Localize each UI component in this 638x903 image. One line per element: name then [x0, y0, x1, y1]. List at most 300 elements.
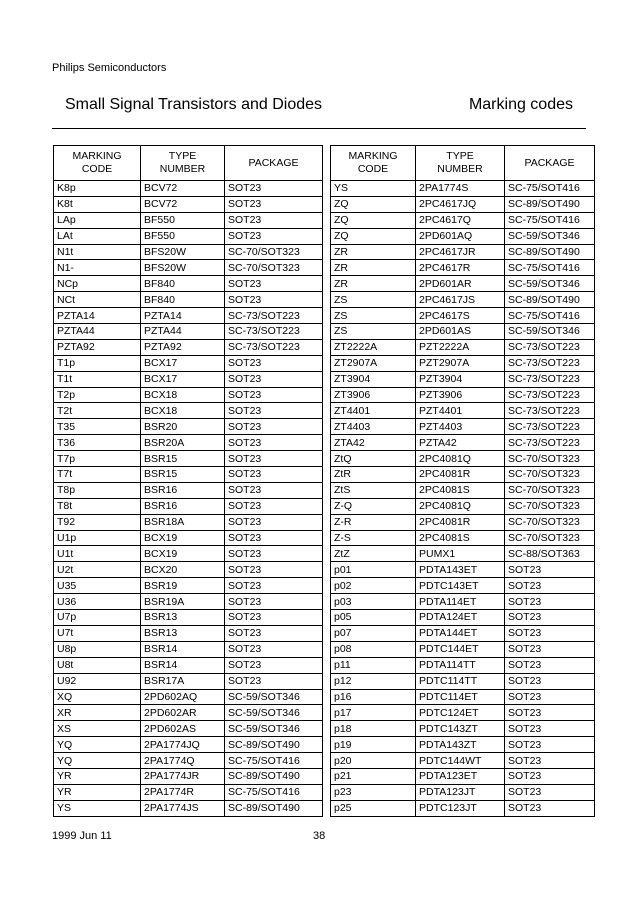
- type-number-cell: BCX19: [141, 530, 225, 546]
- table-row: [331, 419, 595, 435]
- table-row: [54, 800, 323, 816]
- marking-code-cell: PZTA14: [54, 308, 141, 324]
- package-cell: SOT23: [505, 610, 595, 626]
- package-cell: SC-73/SOT223: [505, 387, 595, 403]
- type-number-cell: BSR19A: [141, 594, 225, 610]
- table-row: [331, 737, 595, 753]
- type-number-cell: BSR20: [141, 419, 225, 435]
- type-number-cell: BSR20A: [141, 435, 225, 451]
- table-row: [331, 594, 595, 610]
- package-cell: SC-89/SOT490: [225, 737, 323, 753]
- marking-code-cell: U36: [54, 594, 141, 610]
- marking-code-cell: T7t: [54, 467, 141, 483]
- marking-code-cell: ZR: [331, 244, 416, 260]
- type-number-cell: BCX17: [141, 371, 225, 387]
- package-cell: SC-88/SOT363: [505, 546, 595, 562]
- marking-code-cell: U8t: [54, 657, 141, 673]
- type-number-cell: PDTA114ET: [416, 594, 505, 610]
- type-number-cell: 2PC4081S: [416, 482, 505, 498]
- marking-code-cell: XR: [54, 705, 141, 721]
- table-row: [331, 244, 595, 260]
- type-number-cell: PZTA14: [141, 308, 225, 324]
- package-cell: SC-75/SOT416: [225, 784, 323, 800]
- table-header-row: [54, 146, 323, 181]
- table-row: [54, 276, 323, 292]
- package-cell: SC-70/SOT323: [225, 260, 323, 276]
- table-row: [331, 753, 595, 769]
- marking-code-cell: T1p: [54, 355, 141, 371]
- table-body-right: [331, 181, 595, 817]
- package-cell: SOT23: [505, 768, 595, 784]
- type-number-cell: 2PC4081R: [416, 514, 505, 530]
- type-number-cell: 2PC4081R: [416, 467, 505, 483]
- column-header-marking-code: MARKING CODE: [54, 146, 141, 181]
- package-cell: SC-73/SOT223: [505, 435, 595, 451]
- table-row: [54, 546, 323, 562]
- package-cell: SOT23: [505, 689, 595, 705]
- type-number-cell: 2PC4081Q: [416, 451, 505, 467]
- type-number-cell: BCX20: [141, 562, 225, 578]
- package-cell: SC-59/SOT346: [505, 324, 595, 340]
- package-cell: SOT23: [505, 594, 595, 610]
- column-header-type-number: TYPE NUMBER: [141, 146, 225, 181]
- marking-code-cell: ZS: [331, 324, 416, 340]
- marking-code-cell: ZT4403: [331, 419, 416, 435]
- marking-code-cell: PZTA44: [54, 324, 141, 340]
- type-number-cell: PZT2907A: [416, 355, 505, 371]
- table-row: [331, 403, 595, 419]
- marking-code-cell: p19: [331, 737, 416, 753]
- marking-code-cell: YQ: [54, 753, 141, 769]
- package-cell: SOT23: [225, 578, 323, 594]
- type-number-cell: BSR16: [141, 498, 225, 514]
- marking-code-cell: p16: [331, 689, 416, 705]
- package-cell: SOT23: [505, 625, 595, 641]
- table-row: [331, 196, 595, 212]
- type-number-cell: BSR13: [141, 610, 225, 626]
- marking-code-cell: U2t: [54, 562, 141, 578]
- table-row: [54, 371, 323, 387]
- type-number-cell: PZTA44: [141, 324, 225, 340]
- type-number-cell: 2PD602AQ: [141, 689, 225, 705]
- package-cell: SC-75/SOT416: [505, 181, 595, 197]
- marking-code-cell: Z-R: [331, 514, 416, 530]
- type-number-cell: PDTC144ET: [416, 641, 505, 657]
- table-row: [54, 737, 323, 753]
- marking-code-cell: p11: [331, 657, 416, 673]
- marking-code-cell: N1t: [54, 244, 141, 260]
- table-row: [331, 260, 595, 276]
- type-number-cell: 2PC4617Q: [416, 212, 505, 228]
- marking-code-cell: T92: [54, 514, 141, 530]
- marking-code-cell: NCp: [54, 276, 141, 292]
- table-row: [54, 419, 323, 435]
- package-cell: SOT23: [225, 562, 323, 578]
- package-cell: SC-70/SOT323: [505, 451, 595, 467]
- package-cell: SC-73/SOT223: [225, 339, 323, 355]
- table-row: [54, 403, 323, 419]
- marking-code-cell: ZQ: [331, 212, 416, 228]
- package-cell: SOT23: [225, 403, 323, 419]
- marking-code-cell: T1t: [54, 371, 141, 387]
- table-row: [331, 451, 595, 467]
- table-row: [54, 244, 323, 260]
- type-number-cell: BSR15: [141, 467, 225, 483]
- package-cell: SC-89/SOT490: [505, 292, 595, 308]
- package-cell: SOT23: [225, 292, 323, 308]
- type-number-cell: PDTC114TT: [416, 673, 505, 689]
- table-row: [54, 641, 323, 657]
- type-number-cell: BCX18: [141, 403, 225, 419]
- type-number-cell: 2PD601AQ: [416, 228, 505, 244]
- package-cell: SOT23: [225, 181, 323, 197]
- table-row: [54, 228, 323, 244]
- table-row: [331, 657, 595, 673]
- type-number-cell: 2PA1774R: [141, 784, 225, 800]
- type-number-cell: PDTC143ET: [416, 578, 505, 594]
- marking-code-cell: XS: [54, 721, 141, 737]
- table-row: [331, 705, 595, 721]
- marking-code-cell: ZtS: [331, 482, 416, 498]
- package-cell: SC-70/SOT323: [505, 514, 595, 530]
- column-header-type-number: TYPE NUMBER: [416, 146, 505, 181]
- package-cell: SOT23: [225, 594, 323, 610]
- table-row: [331, 721, 595, 737]
- table-row: [331, 308, 595, 324]
- marking-code-cell: T2t: [54, 403, 141, 419]
- marking-code-cell: ZtQ: [331, 451, 416, 467]
- table-row: [54, 260, 323, 276]
- package-cell: SOT23: [225, 451, 323, 467]
- package-cell: SOT23: [225, 276, 323, 292]
- package-cell: SC-73/SOT223: [505, 403, 595, 419]
- package-cell: SOT23: [225, 625, 323, 641]
- package-cell: SOT23: [225, 498, 323, 514]
- type-number-cell: BSR19: [141, 578, 225, 594]
- type-number-cell: PDTA124ET: [416, 610, 505, 626]
- marking-code-cell: ZR: [331, 276, 416, 292]
- table-row: [331, 181, 595, 197]
- marking-code-cell: U7p: [54, 610, 141, 626]
- table-row: [54, 657, 323, 673]
- type-number-cell: PZT4403: [416, 419, 505, 435]
- marking-code-cell: p18: [331, 721, 416, 737]
- marking-code-cell: T8p: [54, 482, 141, 498]
- package-cell: SOT23: [225, 641, 323, 657]
- table-row: [54, 196, 323, 212]
- marking-code-cell: Z-Q: [331, 498, 416, 514]
- type-number-cell: PDTC144WT: [416, 753, 505, 769]
- table-row: [331, 641, 595, 657]
- marking-code-cell: p20: [331, 753, 416, 769]
- type-number-cell: 2PC4617JQ: [416, 196, 505, 212]
- package-cell: SC-59/SOT346: [225, 721, 323, 737]
- marking-codes-table-right: [330, 145, 595, 817]
- table-body-left: [54, 181, 323, 817]
- package-cell: SOT23: [225, 355, 323, 371]
- table-row: [54, 324, 323, 340]
- table-row: [54, 308, 323, 324]
- table-row: [54, 753, 323, 769]
- marking-code-cell: NCt: [54, 292, 141, 308]
- package-cell: SC-73/SOT223: [505, 419, 595, 435]
- package-cell: SC-75/SOT416: [505, 212, 595, 228]
- type-number-cell: BF550: [141, 212, 225, 228]
- type-number-cell: 2PD602AS: [141, 721, 225, 737]
- table-row: [331, 768, 595, 784]
- type-number-cell: PDTC114ET: [416, 689, 505, 705]
- package-cell: SOT23: [505, 705, 595, 721]
- marking-code-cell: p25: [331, 800, 416, 816]
- type-number-cell: BSR13: [141, 625, 225, 641]
- marking-code-cell: T2p: [54, 387, 141, 403]
- package-cell: SOT23: [225, 435, 323, 451]
- marking-code-cell: T35: [54, 419, 141, 435]
- marking-codes-table-left: [53, 145, 323, 817]
- marking-code-cell: U35: [54, 578, 141, 594]
- package-cell: SC-73/SOT223: [505, 355, 595, 371]
- package-cell: SOT23: [225, 212, 323, 228]
- type-number-cell: PDTC123JT: [416, 800, 505, 816]
- package-cell: SC-89/SOT490: [505, 244, 595, 260]
- package-cell: SC-89/SOT490: [225, 800, 323, 816]
- package-cell: SC-59/SOT346: [505, 276, 595, 292]
- header-divider: [52, 128, 586, 129]
- type-number-cell: BCX19: [141, 546, 225, 562]
- package-cell: SOT23: [505, 721, 595, 737]
- page-header: [65, 96, 573, 114]
- package-cell: SOT23: [225, 196, 323, 212]
- table-row: [331, 228, 595, 244]
- package-cell: SC-70/SOT323: [505, 482, 595, 498]
- package-cell: SOT23: [225, 610, 323, 626]
- type-number-cell: BSR14: [141, 657, 225, 673]
- table-row: [331, 435, 595, 451]
- marking-code-cell: p17: [331, 705, 416, 721]
- type-number-cell: PZT4401: [416, 403, 505, 419]
- type-number-cell: PDTA114TT: [416, 657, 505, 673]
- marking-code-cell: ZT3906: [331, 387, 416, 403]
- type-number-cell: BF550: [141, 228, 225, 244]
- table-row: [331, 784, 595, 800]
- marking-code-cell: ZS: [331, 308, 416, 324]
- package-cell: SOT23: [505, 673, 595, 689]
- table-row: [331, 324, 595, 340]
- package-cell: SC-75/SOT416: [505, 260, 595, 276]
- table-row: [331, 387, 595, 403]
- type-number-cell: BF840: [141, 292, 225, 308]
- type-number-cell: 2PA1774JS: [141, 800, 225, 816]
- marking-code-cell: ZtR: [331, 467, 416, 483]
- type-number-cell: BSR14: [141, 641, 225, 657]
- package-cell: SOT23: [505, 800, 595, 816]
- table-row: [331, 546, 595, 562]
- table-row: [54, 578, 323, 594]
- type-number-cell: PDTC143ZT: [416, 721, 505, 737]
- package-cell: SOT23: [225, 228, 323, 244]
- type-number-cell: BCX18: [141, 387, 225, 403]
- marking-code-cell: ZQ: [331, 196, 416, 212]
- marking-code-cell: K8t: [54, 196, 141, 212]
- marking-code-cell: Z-S: [331, 530, 416, 546]
- type-number-cell: PDTA144ET: [416, 625, 505, 641]
- table-row: [54, 482, 323, 498]
- table-header-row: [331, 146, 595, 181]
- type-number-cell: PZT2222A: [416, 339, 505, 355]
- type-number-cell: BSR16: [141, 482, 225, 498]
- type-number-cell: PDTA143ZT: [416, 737, 505, 753]
- package-cell: SOT23: [225, 387, 323, 403]
- type-number-cell: BSR18A: [141, 514, 225, 530]
- package-cell: SOT23: [225, 530, 323, 546]
- package-cell: SOT23: [225, 419, 323, 435]
- package-cell: SOT23: [505, 657, 595, 673]
- section-title: Marking codes: [468, 96, 573, 113]
- table-row: [54, 355, 323, 371]
- marking-code-cell: ZS: [331, 292, 416, 308]
- table-row: [54, 467, 323, 483]
- table-row: [331, 482, 595, 498]
- marking-code-cell: LAp: [54, 212, 141, 228]
- package-cell: SC-75/SOT416: [225, 753, 323, 769]
- table-row: [54, 498, 323, 514]
- type-number-cell: PDTC124ET: [416, 705, 505, 721]
- package-cell: SC-89/SOT490: [505, 196, 595, 212]
- table-row: [54, 625, 323, 641]
- marking-code-cell: ZT4401: [331, 403, 416, 419]
- package-cell: SOT23: [225, 482, 323, 498]
- marking-code-cell: p01: [331, 562, 416, 578]
- package-cell: SC-73/SOT223: [505, 371, 595, 387]
- package-cell: SC-59/SOT346: [505, 228, 595, 244]
- table-row: [54, 673, 323, 689]
- table-row: [54, 562, 323, 578]
- package-cell: SOT23: [505, 753, 595, 769]
- type-number-cell: 2PA1774JQ: [141, 737, 225, 753]
- package-cell: SOT23: [225, 546, 323, 562]
- package-cell: SC-73/SOT223: [225, 324, 323, 340]
- type-number-cell: BCV72: [141, 181, 225, 197]
- type-number-cell: 2PD601AR: [416, 276, 505, 292]
- marking-code-cell: K8p: [54, 181, 141, 197]
- type-number-cell: PDTA143ET: [416, 562, 505, 578]
- table-row: [54, 610, 323, 626]
- marking-code-cell: U1t: [54, 546, 141, 562]
- package-cell: SOT23: [505, 784, 595, 800]
- marking-code-cell: p21: [331, 768, 416, 784]
- marking-code-cell: YQ: [54, 737, 141, 753]
- marking-code-cell: ZQ: [331, 228, 416, 244]
- marking-code-cell: YS: [331, 181, 416, 197]
- marking-code-cell: N1-: [54, 260, 141, 276]
- table-row: [331, 625, 595, 641]
- marking-code-cell: YR: [54, 768, 141, 784]
- type-number-cell: 2PD602AR: [141, 705, 225, 721]
- type-number-cell: BFS20W: [141, 244, 225, 260]
- package-cell: SC-70/SOT323: [505, 530, 595, 546]
- table-row: [331, 800, 595, 816]
- type-number-cell: PZTA92: [141, 339, 225, 355]
- type-number-cell: PDTA123JT: [416, 784, 505, 800]
- marking-code-cell: ZT2907A: [331, 355, 416, 371]
- marking-code-cell: T8t: [54, 498, 141, 514]
- footer-date: 1999 Jun 11: [52, 830, 112, 842]
- marking-code-cell: XQ: [54, 689, 141, 705]
- marking-code-cell: PZTA92: [54, 339, 141, 355]
- table-row: [331, 276, 595, 292]
- package-cell: SC-70/SOT323: [505, 498, 595, 514]
- marking-code-cell: ZT2222A: [331, 339, 416, 355]
- type-number-cell: 2PC4081Q: [416, 498, 505, 514]
- marking-code-cell: p07: [331, 625, 416, 641]
- package-cell: SOT23: [505, 737, 595, 753]
- table-row: [331, 371, 595, 387]
- package-cell: SOT23: [505, 562, 595, 578]
- type-number-cell: BF840: [141, 276, 225, 292]
- package-cell: SOT23: [225, 673, 323, 689]
- table-row: [331, 673, 595, 689]
- column-header-package: PACKAGE: [505, 146, 595, 181]
- marking-code-cell: ZT3904: [331, 371, 416, 387]
- package-cell: SC-70/SOT323: [505, 467, 595, 483]
- table-row: [331, 578, 595, 594]
- table-row: [54, 435, 323, 451]
- marking-code-cell: LAt: [54, 228, 141, 244]
- package-cell: SOT23: [225, 657, 323, 673]
- marking-code-cell: p05: [331, 610, 416, 626]
- type-number-cell: BCV72: [141, 196, 225, 212]
- package-cell: SC-59/SOT346: [225, 705, 323, 721]
- table-row: [331, 212, 595, 228]
- table-row: [54, 689, 323, 705]
- type-number-cell: BSR15: [141, 451, 225, 467]
- type-number-cell: 2PC4081S: [416, 530, 505, 546]
- marking-code-cell: YS: [54, 800, 141, 816]
- package-cell: SC-70/SOT323: [225, 244, 323, 260]
- marking-code-cell: p08: [331, 641, 416, 657]
- marking-code-cell: p12: [331, 673, 416, 689]
- marking-code-cell: YR: [54, 784, 141, 800]
- table-row: [331, 689, 595, 705]
- type-number-cell: 2PC4617S: [416, 308, 505, 324]
- table-row: [331, 498, 595, 514]
- package-cell: SC-73/SOT223: [225, 308, 323, 324]
- table-row: [331, 355, 595, 371]
- table-row: [54, 292, 323, 308]
- type-number-cell: PZT3904: [416, 371, 505, 387]
- table-row: [331, 530, 595, 546]
- marking-code-cell: U7t: [54, 625, 141, 641]
- table-row: [54, 212, 323, 228]
- table-row: [331, 514, 595, 530]
- table-row: [331, 562, 595, 578]
- table-row: [54, 387, 323, 403]
- marking-code-cell: ZtZ: [331, 546, 416, 562]
- type-number-cell: BSR17A: [141, 673, 225, 689]
- package-cell: SOT23: [225, 514, 323, 530]
- package-cell: SC-59/SOT346: [225, 689, 323, 705]
- type-number-cell: PZTA42: [416, 435, 505, 451]
- table-row: [54, 339, 323, 355]
- package-cell: SOT23: [505, 641, 595, 657]
- marking-code-cell: p23: [331, 784, 416, 800]
- table-row: [54, 721, 323, 737]
- table-row: [331, 292, 595, 308]
- table-row: [54, 181, 323, 197]
- marking-code-cell: p03: [331, 594, 416, 610]
- marking-code-cell: U1p: [54, 530, 141, 546]
- type-number-cell: 2PA1774JR: [141, 768, 225, 784]
